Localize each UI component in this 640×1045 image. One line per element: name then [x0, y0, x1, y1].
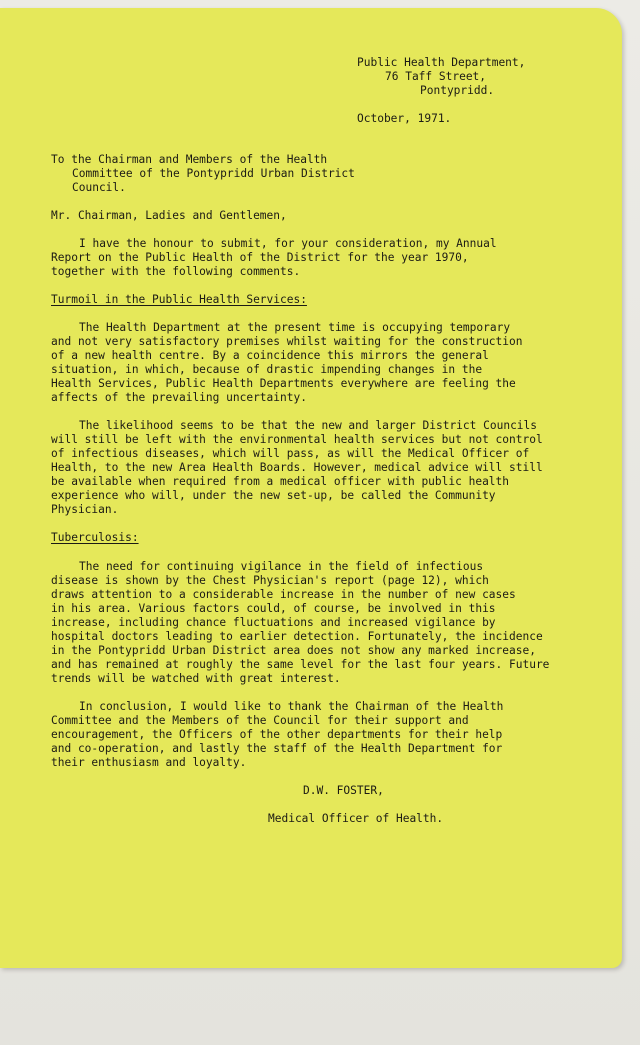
signature-title: Medical Officer of Health. — [268, 812, 444, 825]
paragraph-line: The need for continuing vigilance in the field of infectious — [79, 560, 484, 573]
paragraph-line: and not very satisfactory premises whilst waiting for the construction — [51, 335, 523, 348]
letter-date: October, 1971. — [357, 112, 452, 125]
signature-name: D.W. FOSTER, — [303, 784, 384, 797]
paragraph-line: be available when required from a medical officer with public health — [51, 475, 510, 488]
paragraph-line: affects of the prevailing uncertainty. — [51, 391, 307, 404]
paragraph-line: situation, in which, because of drastic impending changes in the — [51, 363, 483, 376]
paragraph-line: in the Pontypridd Urban District area does not show any marked increase, — [51, 644, 536, 657]
intro-line-2: Report on the Public Health of the District for the year 1970, — [51, 251, 469, 264]
paragraph-line: will still be left with the environmental health services but not control — [51, 433, 543, 446]
address-line-1: Public Health Department, — [357, 56, 526, 69]
paragraph-line: of a new health centre. By a coincidence this mirrors the general — [51, 349, 489, 362]
paragraph-line: The likelihood seems to be that the new and larger District Councils — [79, 419, 538, 432]
paragraph-line: of infectious diseases, which will pass, as will the Medical Officer of — [51, 447, 530, 460]
paragraph-line: The Health Department at the present time is occupying temporary — [79, 321, 511, 334]
intro-line-3: together with the following comments. — [51, 265, 301, 278]
salutation: Mr. Chairman, Ladies and Gentlemen, — [51, 209, 287, 222]
recipient-line-1: To the Chairman and Members of the Health — [51, 153, 328, 166]
paragraph-line: and has remained at roughly the same level for the last four years. Future — [51, 658, 550, 671]
intro-line-1: I have the honour to submit, for your consideration, my Annual — [79, 237, 497, 250]
paragraph-line: increase, including chance fluctuations and increased vigilance by — [51, 616, 496, 629]
paragraph-line: disease is shown by the Chest Physician's report (page 12), which — [51, 574, 489, 587]
paragraph-line: Physician. — [51, 503, 119, 516]
section-heading-tuberculosis: Tuberculosis: — [51, 531, 139, 544]
paragraph-line: in his area. Various factors could, of course, be involved in this — [51, 602, 496, 615]
paragraph-line: experience who will, under the new set-up, be called the Community — [51, 489, 496, 502]
paragraph-line: Health, to the new Area Health Boards. However, medical advice will still — [51, 461, 543, 474]
recipient-line-2: Committee of the Pontypridd Urban District — [72, 167, 355, 180]
paragraph-line: Committee and the Members of the Council for their support and — [51, 714, 469, 727]
paragraph-line: trends will be watched with great interest. — [51, 672, 341, 685]
recipient-line-3: Council. — [72, 181, 126, 194]
paragraph-line: Health Services, Public Health Departments everywhere are feeling the — [51, 377, 516, 390]
paragraph-line: In conclusion, I would like to thank the Chairman of the Health — [79, 700, 504, 713]
address-line-2: 76 Taff Street, — [385, 70, 487, 83]
paragraph-line: hospital doctors leading to earlier detection. Fortunately, the incidence — [51, 630, 543, 643]
paragraph-line: and co-operation, and lastly the staff of the Health Department for — [51, 742, 503, 755]
paragraph-line: encouragement, the Officers of the other departments for their help — [51, 728, 503, 741]
paragraph-line: their enthusiasm and loyalty. — [51, 756, 247, 769]
address-line-3: Pontypridd. — [420, 84, 495, 97]
section-heading-turmoil: Turmoil in the Public Health Services: — [51, 293, 307, 306]
paragraph-line: draws attention to a considerable increase in the number of new cases — [51, 588, 516, 601]
